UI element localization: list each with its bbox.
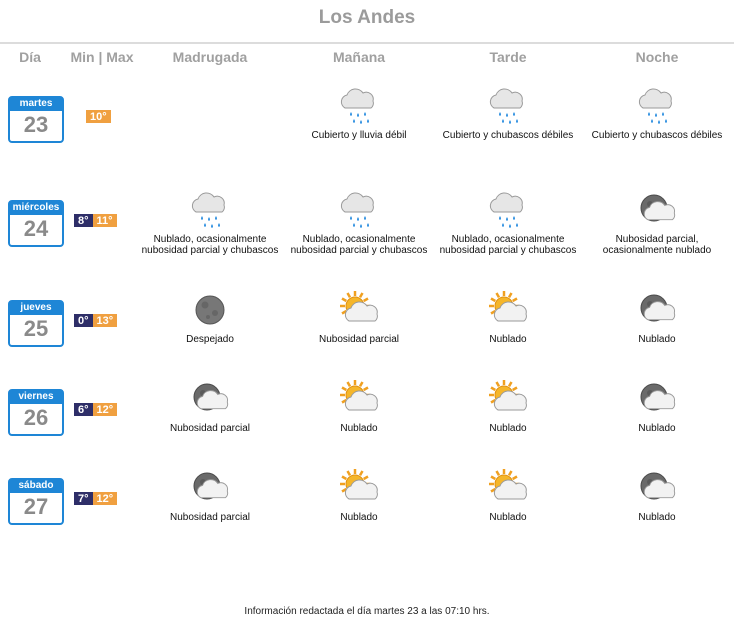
rain-icon [339, 190, 379, 230]
moon-cloud-icon [190, 379, 230, 419]
sun-cloud-icon [339, 379, 379, 419]
period-description: Nubosidad parcial [169, 423, 251, 434]
period-description: Nublado, ocasionalmente nubosidad parcial y chubascos [439, 234, 577, 256]
forecast-row [0, 389, 734, 479]
calendar-day [8, 478, 64, 525]
col-header-noche: Noche [635, 49, 679, 65]
period-description: Nublado [638, 423, 676, 434]
moon-cloud-icon [637, 190, 677, 230]
period-cell [438, 190, 578, 256]
day-number: 25 [23, 316, 49, 341]
temp-max: 12° [93, 403, 118, 416]
period-cell [289, 290, 429, 345]
period-description: Nubosidad parcial [318, 334, 400, 345]
period-cell [140, 190, 280, 256]
forecast-row [0, 96, 734, 186]
col-header-manana: Mañana [332, 49, 386, 65]
weekday-label: miércoles [10, 202, 62, 215]
rain-icon [190, 190, 230, 230]
temperature-range [74, 214, 117, 227]
period-cell [587, 379, 727, 434]
period-cell [438, 379, 578, 434]
period-description: Nublado [340, 512, 378, 523]
period-cell [289, 86, 429, 141]
col-header-minmax: Min | Max [70, 49, 134, 65]
temp-min: 0° [74, 314, 93, 327]
period-description: Nublado [638, 334, 676, 345]
period-description: Nublado [489, 512, 527, 523]
temp-max: 12° [93, 492, 118, 505]
footer-note: Información redactada el día martes 23 a las 07:10 hrs. [244, 606, 490, 617]
weekday-label: viernes [10, 391, 62, 404]
forecast-row [0, 200, 734, 290]
period-cell [140, 468, 280, 523]
day-number: 27 [23, 494, 49, 519]
temperature-range [86, 110, 111, 123]
forecast-row [0, 478, 734, 568]
period-cell [438, 290, 578, 345]
period-cell [289, 190, 429, 256]
col-header-day: Día [19, 49, 41, 65]
temp-max: 11° [93, 214, 117, 227]
period-description: Nubosidad parcial, ocasionalmente nublado [602, 234, 712, 256]
period-description: Nublado, ocasionalmente nubosidad parcial y chubascos [290, 234, 428, 256]
period-cell [587, 290, 727, 345]
period-description: Nublado, ocasionalmente nubosidad parcial y chubascos [141, 234, 279, 256]
sun-cloud-icon [488, 290, 528, 330]
temp-max: 13° [93, 314, 118, 327]
moon-cloud-icon [637, 290, 677, 330]
period-cell [587, 468, 727, 523]
period-description: Cubierto y lluvia débil [311, 130, 407, 141]
sun-cloud-icon [488, 379, 528, 419]
temp-min: 7° [74, 492, 93, 505]
rain-icon [488, 190, 528, 230]
period-description: Nubosidad parcial [169, 512, 251, 523]
period-cell [587, 190, 727, 256]
period-cell [140, 290, 280, 345]
temperature-range [74, 314, 117, 327]
rain-icon [488, 86, 528, 126]
day-number: 23 [23, 112, 49, 137]
moon-cloud-icon [190, 468, 230, 508]
weekday-label: sábado [10, 480, 62, 493]
rain-icon [339, 86, 379, 126]
calendar-day [8, 96, 64, 143]
period-cell [438, 468, 578, 523]
sun-cloud-icon [339, 468, 379, 508]
weekday-label: martes [10, 98, 62, 111]
period-description: Cubierto y chubascos débiles [442, 130, 574, 141]
period-description: Nublado [489, 423, 527, 434]
calendar-day [8, 300, 64, 347]
period-cell [587, 86, 727, 141]
day-number: 24 [23, 216, 49, 241]
period-cell [140, 379, 280, 434]
period-description: Despejado [186, 334, 234, 345]
period-description: Cubierto y chubascos débiles [591, 130, 723, 141]
forecast-row [0, 300, 734, 390]
moon-icon [190, 290, 230, 330]
temp-min: 8° [74, 214, 93, 227]
temp-max: 10° [86, 110, 111, 123]
rain-icon [637, 86, 677, 126]
period-description: Nublado [340, 423, 378, 434]
col-header-madrugada: Madrugada [172, 49, 248, 65]
calendar-day [8, 200, 64, 247]
sun-cloud-icon [339, 290, 379, 330]
period-description: Nublado [638, 512, 676, 523]
header-divider [0, 42, 734, 44]
temperature-range [74, 403, 117, 416]
temp-min: 6° [74, 403, 93, 416]
page-title: Los Andes [318, 7, 416, 28]
temperature-range [74, 492, 117, 505]
period-cell [289, 379, 429, 434]
weekday-label: jueves [10, 302, 62, 315]
sun-cloud-icon [488, 468, 528, 508]
period-cell [289, 468, 429, 523]
calendar-day [8, 389, 64, 436]
col-header-tarde: Tarde [489, 49, 527, 65]
period-cell [438, 86, 578, 141]
moon-cloud-icon [637, 468, 677, 508]
period-description: Nublado [489, 334, 527, 345]
moon-cloud-icon [637, 379, 677, 419]
day-number: 26 [23, 405, 49, 430]
